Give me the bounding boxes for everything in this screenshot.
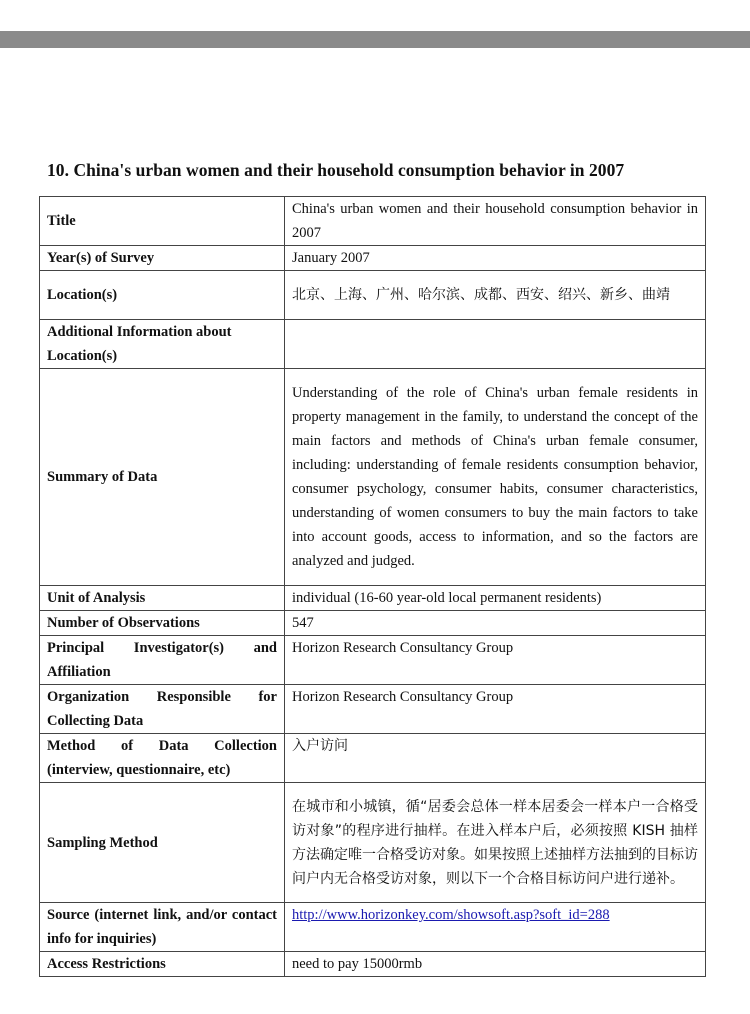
row-value-sampling-method: 在城市和小城镇，循“居委会总体一样本居委会一样本户一合格受访对象”的程序进行抽样。在进入样本户后，必须按照 KISH 抽样方法确定唯一合格受访对象。如果按照上述抽样方法抽到的目标访问户内无合格受访对象，则以下一个合格目标访问户进行递补。	[285, 783, 706, 903]
row-label-sampling-method: Sampling Method	[40, 783, 285, 903]
row-label-source: Source (internet link, and/or contact info for inquiries)	[40, 903, 285, 952]
row-value-organization: Horizon Research Consultancy Group	[285, 685, 706, 734]
row-label-locations: Location(s)	[40, 271, 285, 320]
row-value-years: January 2007	[285, 246, 706, 271]
row-label-additional-location-info: Additional Information about Location(s)	[40, 320, 285, 369]
row-label-collection-method: Method of Data Collection (interview, questionnaire, etc)	[40, 734, 285, 783]
row-value-principal-investigator: Horizon Research Consultancy Group	[285, 636, 706, 685]
section-heading: 10. China's urban women and their household consumption behavior in 2007	[47, 160, 625, 180]
table-row	[40, 369, 706, 586]
table-row	[40, 611, 706, 636]
row-label-organization: Organization Responsible for Collecting Data	[40, 685, 285, 734]
table-row	[40, 320, 706, 369]
table-row	[40, 586, 706, 611]
row-label-principal-investigator: Principal Investigator(s) and Affiliation	[40, 636, 285, 685]
row-label-access-restrictions: Access Restrictions	[40, 952, 285, 977]
row-label-unit-of-analysis: Unit of Analysis	[40, 586, 285, 611]
row-value-observations: 547	[285, 611, 706, 636]
row-label-years: Year(s) of Survey	[40, 246, 285, 271]
row-label-title: Title	[40, 197, 285, 246]
row-value-unit-of-analysis: individual (16-60 year-old local permanent residents)	[285, 586, 706, 611]
row-value-additional-location-info	[285, 320, 706, 369]
row-value-locations: 北京、上海、广州、哈尔滨、成都、西安、绍兴、新乡、曲靖	[285, 271, 706, 320]
source-link[interactable]: http://www.horizonkey.com/showsoft.asp?soft_id=288	[292, 907, 610, 923]
table-row	[40, 783, 706, 903]
row-value-collection-method: 入户访问	[285, 734, 706, 783]
table-row	[40, 636, 706, 685]
row-value-source	[285, 903, 706, 952]
table-row	[40, 246, 706, 271]
table-row	[40, 903, 706, 952]
table-row	[40, 197, 706, 246]
survey-metadata-table	[39, 196, 706, 977]
table-row	[40, 271, 706, 320]
row-value-title: China's urban women and their household consumption behavior in 2007	[285, 197, 706, 246]
row-value-summary: Understanding of the role of China's urban female residents in property management in the family, to understand the concept of the main factors and methods of China's urban female consumer, including: understanding of female residents consumption behavior, consumer psychology, consumer habits, consumer characteristics, understanding of women consumers to buy the main factors to take into account goods, access to information, and so the factors are analyzed and judged.	[285, 369, 706, 586]
table-row	[40, 952, 706, 977]
table-row	[40, 685, 706, 734]
top-bar	[0, 31, 750, 48]
row-label-summary: Summary of Data	[40, 369, 285, 586]
row-label-observations: Number of Observations	[40, 611, 285, 636]
table-row	[40, 734, 706, 783]
row-value-access-restrictions: need to pay 15000rmb	[285, 952, 706, 977]
